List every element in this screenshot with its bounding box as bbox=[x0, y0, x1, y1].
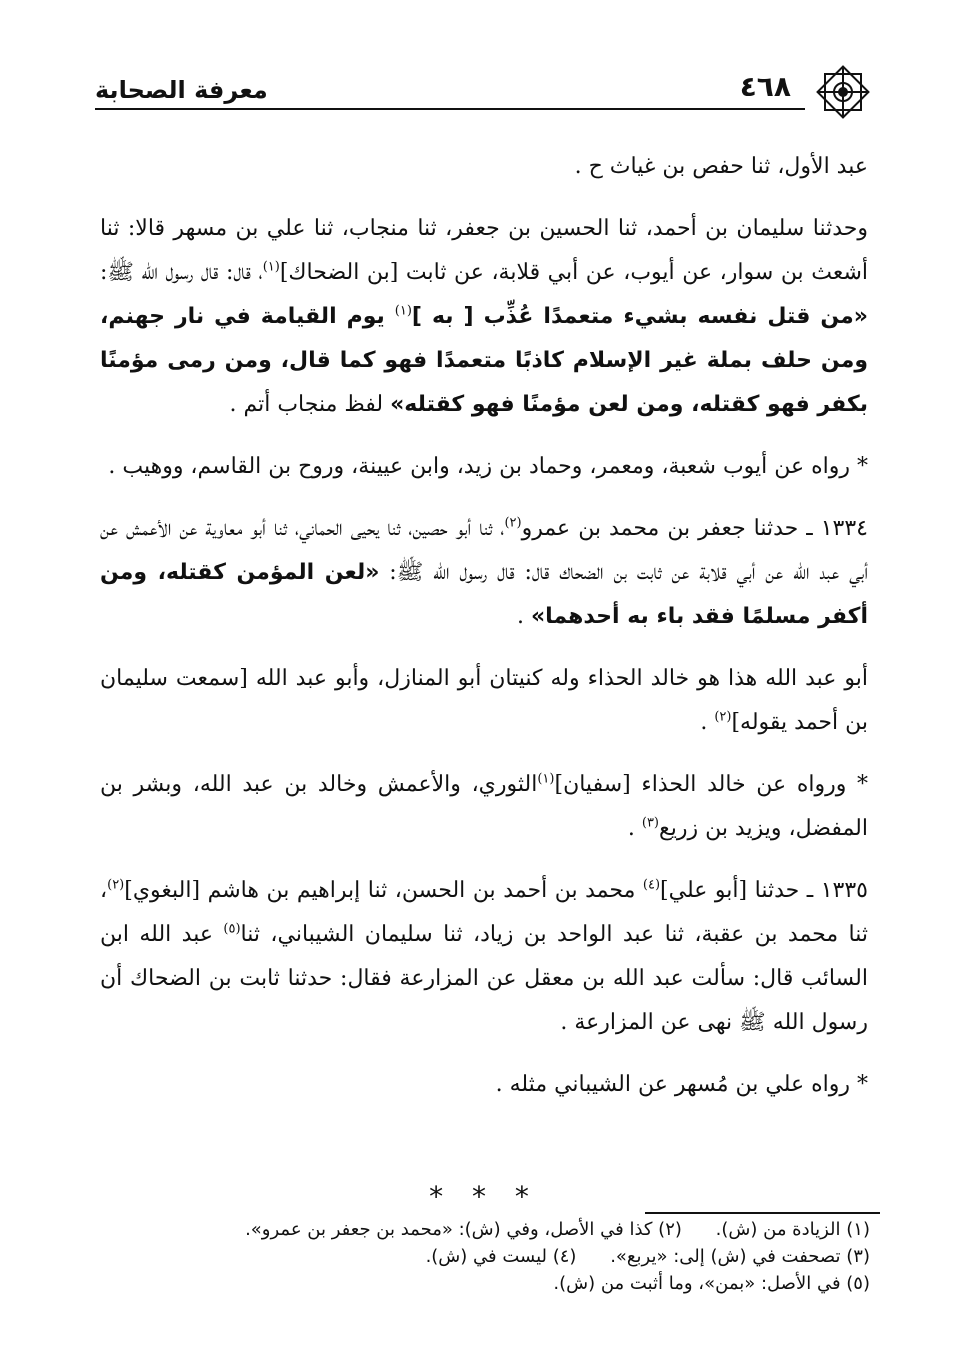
footnote-4: (٤) ليست في (ش). bbox=[425, 1246, 577, 1267]
text-run: . bbox=[516, 604, 531, 629]
header-rule bbox=[95, 108, 805, 110]
footnote-row bbox=[100, 1270, 870, 1297]
page-number: ٤٦٨ bbox=[739, 70, 791, 103]
text-run: * ورواه عن خالد الحذاء [سفيان] bbox=[554, 772, 868, 797]
footnote-row bbox=[100, 1216, 870, 1243]
page-header bbox=[95, 62, 873, 118]
footnote-ref: (١) bbox=[537, 771, 555, 787]
paragraph-4 bbox=[100, 507, 868, 639]
text-run: . bbox=[700, 710, 715, 735]
footnote-rule bbox=[645, 1212, 880, 1214]
hadith-text: يوم القيامة في نار جهنم، ومن حلف بملة غير الإسلام كاذبًا متعمدًا فهو كما قال، ومن رمى مؤمنًا بكفر فهو كقتله، ومن لعن مؤمنًا فهو كقتله» bbox=[100, 304, 868, 417]
footnote-2: (٢) كذا في الأصل، وفي (ش): «محمد بن جعفر بن عمرو». bbox=[245, 1219, 682, 1240]
paragraph-1: عبد الأول، ثنا حفص بن غياث ح . bbox=[574, 154, 868, 179]
section-separator: * * * bbox=[429, 1180, 539, 1213]
footnotes bbox=[100, 1216, 870, 1297]
text-run: محمد بن أحمد بن الحسن، ثنا إبراهيم بن هاشم [البغوي] bbox=[124, 878, 643, 903]
text-run: أبو عبد الله هذا هو خالد الحذاء وله كنيتان أبو المنازل، وأبو عبد الله [سمعت سليمان بن أحمد يقوله] bbox=[100, 666, 868, 735]
hadith-text: «من قتل نفسه بشيء متعمدًا عُذِّب [ به ] bbox=[411, 304, 868, 329]
ornament-icon bbox=[813, 62, 873, 122]
text-run: وحدثنا سليمان بن أحمد، ثنا الحسين بن جعفر، ثنا منجاب، ثنا علي بن مسهر قالا: ثنا أشعث بن سوار، عن أيوب، عن أبي قلابة، عن ثابت [بن الضحاك] bbox=[100, 216, 868, 285]
footnote-ref: (١) bbox=[262, 259, 280, 275]
paragraph-8: * رواه علي بن مُسهر عن الشيباني مثله . bbox=[495, 1072, 868, 1097]
paragraph-7 bbox=[100, 869, 868, 1045]
paragraph-2 bbox=[100, 207, 868, 427]
footnote-3: (٣) تصحفت في (ش) إلى: «يربع». bbox=[610, 1246, 870, 1267]
footnote-ref: (٢) bbox=[714, 709, 732, 725]
footnote-1: (١) الزيادة من (ش). bbox=[715, 1219, 870, 1240]
text-run: ، ثنا أبو حصين، ثنا يحيى الحماني، ثنا أبو معاوية عن الأعمش عن أبي عبد الله عن أبي قلابة عن ثابت بن الضحاك قال: قال رسول الله ﷺ: bbox=[100, 516, 868, 585]
running-title: معرفة الصحابة bbox=[95, 76, 268, 104]
text-run: الثوري، والأعمش وخالد بن عبد الله، وبشر بن المفضل، ويزيد بن زريع bbox=[100, 772, 868, 841]
text-run: ، قال: قال رسول الله ﷺ: bbox=[100, 260, 263, 285]
paragraph-3: * رواه عن أيوب شعبة، ومعمر، وحماد بن زيد، وابن عيينة، وروح بن القاسم، ووهيب . bbox=[108, 454, 868, 479]
footnote-ref: (٥) bbox=[223, 921, 241, 937]
footnote-ref: (١) bbox=[394, 303, 412, 319]
text-run: . bbox=[627, 816, 642, 841]
main-text bbox=[100, 145, 868, 1125]
paragraph-6 bbox=[100, 763, 868, 851]
text-run: ١٣٣٥ ـ حدثنا [أبو علي] bbox=[660, 878, 868, 903]
paragraph-5 bbox=[100, 657, 868, 745]
footnote-row bbox=[100, 1243, 870, 1270]
hadith-text: «لعن المؤمن كقتله، ومن أكفر مسلمًا فقد باء به أحدهما» bbox=[100, 560, 868, 629]
footnote-ref: (٢) bbox=[107, 877, 125, 893]
footnote-ref: (٤) bbox=[642, 877, 661, 893]
text-run: ، ثنا محمد بن عقبة، ثنا عبد الواحد بن زياد، ثنا سليمان الشيباني، ثنا bbox=[100, 878, 869, 947]
text-run: ١٣٣٤ ـ حدثنا جعفر بن محمد بن عمرو bbox=[521, 516, 868, 541]
footnote-ref: (٣) bbox=[641, 815, 659, 831]
text-run: عبد الله ابن السائب قال: سألت عبد الله بن معقل عن المزارعة فقال: حدثنا ثابت بن الضحاك أن رسول الله ﷺ نهى عن المزارعة . bbox=[100, 922, 868, 1035]
text-run: لفظ منجاب أتم . bbox=[229, 392, 391, 417]
footnote-5: (٥) في الأصل: «بمن»، وما أثبت من (ش). bbox=[553, 1273, 870, 1294]
footnote-ref: (٢) bbox=[504, 515, 522, 531]
